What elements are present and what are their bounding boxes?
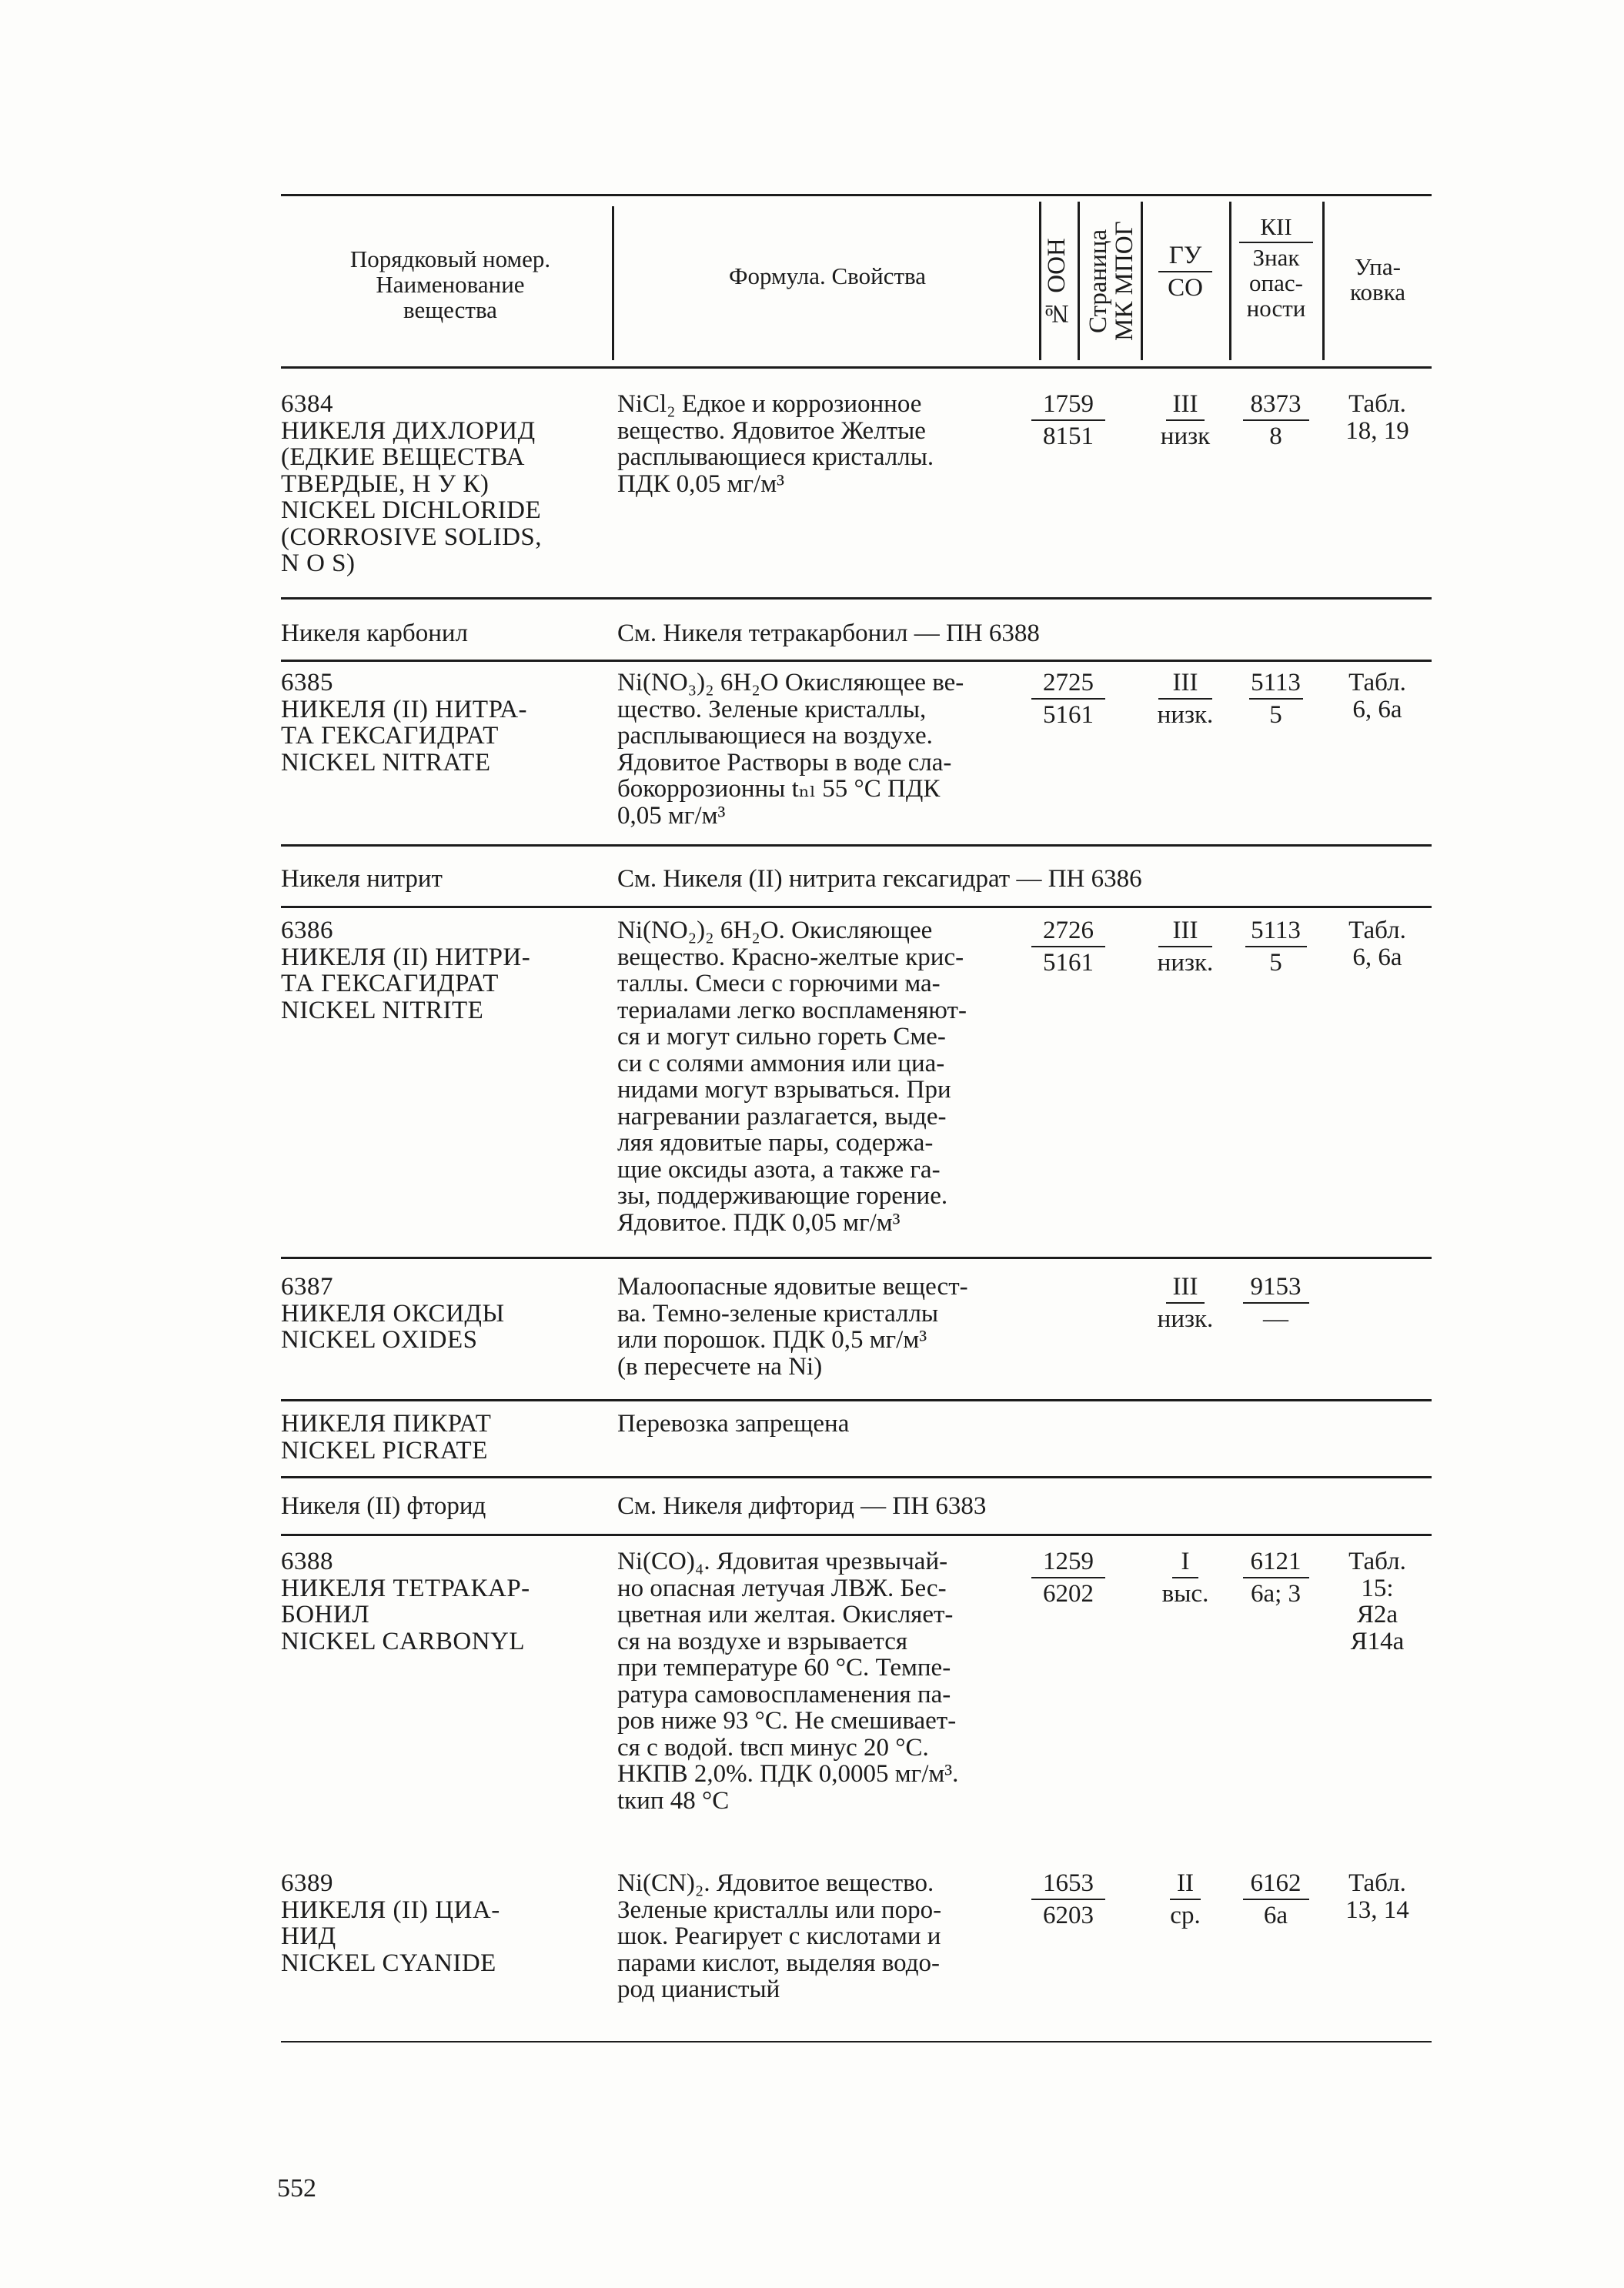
row-rule: [281, 844, 1432, 847]
header-pack-line: ковка: [1350, 279, 1405, 306]
gu-value: III: [1172, 669, 1198, 696]
kip-code: 8373: [1250, 390, 1302, 418]
properties-line: щество. Зеленые кристаллы,: [617, 695, 927, 723]
properties-line: Ni(NO₃)₂ 6H₂O Окисляющее ве-: [617, 669, 964, 696]
header-sign-line: ности: [1246, 295, 1306, 322]
properties-line: щие оксиды азота, а также га-: [617, 1155, 941, 1184]
entry-name-line: N O S): [281, 549, 356, 577]
properties-line: ПДК 0,05 мг/м³: [617, 469, 784, 498]
entry-name-line: ТА ГЕКСАГИДРАТ: [281, 722, 499, 750]
entry-name-line: НИКЕЛЯ (II) НИТРИ-: [281, 943, 531, 971]
properties-line: или порошок. ПДК 0,5 мг/м³: [617, 1326, 927, 1354]
header-divider: [1141, 202, 1143, 360]
packing: [1325, 917, 1429, 970]
reference-see-also: См. Никеля тетракарбонил — ПН 6388: [617, 620, 1040, 647]
mk-page: 5161: [1043, 701, 1094, 729]
packing-line: Я2а: [1356, 1601, 1398, 1628]
header-name: [300, 246, 600, 322]
kip-sign-fraction: [1235, 1870, 1316, 1929]
entry-name-line: (ЕДКИЕ ВЕЩЕСТВА: [281, 443, 525, 471]
header-formula-label: Формула. Свойства: [729, 262, 926, 289]
row-rule: [281, 597, 1432, 600]
entry-name-line: (CORROSIVE SOLIDS,: [281, 523, 543, 551]
co-value: выс.: [1161, 1580, 1209, 1608]
entry-properties: [617, 1411, 1025, 1438]
properties-line: Ni(CO)₄. Ядовитая чрезвычай-: [617, 1548, 948, 1575]
row-rule: [281, 660, 1432, 662]
header-name-line: Порядковый номер.: [349, 246, 551, 272]
packing-line: Табл.: [1348, 1548, 1406, 1575]
gu-value: II: [1177, 1869, 1194, 1897]
properties-line: Зеленые кристаллы или поро-: [617, 1896, 942, 1924]
un-page-fraction: [1030, 1870, 1107, 1929]
properties-line: расплывающиеся кристаллы.: [617, 443, 934, 471]
packing-line: 6, 6а: [1352, 695, 1402, 723]
entry-name-line: NICKEL NITRATE: [281, 748, 491, 777]
packing-line: Табл.: [1348, 1869, 1406, 1897]
row-rule: [281, 1534, 1432, 1536]
table-top-rule: [281, 194, 1432, 196]
reference-name: [281, 1493, 612, 1520]
entry-properties: [617, 670, 1025, 829]
entry-name-line: NICKEL OXIDES: [281, 1326, 478, 1354]
gu-co-fraction: [1147, 1548, 1224, 1607]
properties-line: ся на воздухе и взрывается: [617, 1627, 908, 1655]
gu-value: III: [1172, 1273, 1198, 1301]
header-divider: [1039, 202, 1041, 360]
properties-line: парами кислот, выделяя водо-: [617, 1949, 941, 1977]
header-gu-co: [1151, 242, 1220, 301]
entry-name-line: НИКЕЛЯ (II) ЦИА-: [281, 1896, 500, 1924]
properties-line: си с солями аммония или циа-: [617, 1049, 945, 1077]
co-value: ср.: [1170, 1902, 1201, 1929]
un-number: 1653: [1043, 1869, 1094, 1897]
kip-code: 5113: [1251, 917, 1301, 944]
properties-line: ляя ядовитые пары, содержа-: [617, 1129, 934, 1157]
header-page: [1085, 202, 1138, 360]
header-divider: [1078, 202, 1080, 360]
entry-name: [281, 917, 612, 1024]
properties-line: ва. Темно-зеленые кристаллы: [617, 1299, 939, 1328]
header-kip-sign: [1233, 214, 1319, 321]
header-formula: [616, 263, 1039, 289]
hazard-sign: —: [1263, 1305, 1288, 1333]
header-pack: [1328, 254, 1428, 305]
header-sign-line: Знак: [1252, 244, 1300, 271]
entry-number: 6384: [281, 390, 333, 418]
row-rule: [281, 906, 1432, 908]
properties-line: Ядовитое. ПДК 0,05 мг/м³: [617, 1208, 901, 1237]
header-name-line: вещества: [403, 296, 497, 323]
properties-line: но опасная летучая ЛВЖ. Бес-: [617, 1574, 947, 1602]
co-value: низк.: [1157, 1305, 1214, 1333]
co-value: низк.: [1157, 701, 1214, 729]
header-un-number: [1044, 209, 1070, 356]
un-page-fraction: [1030, 1548, 1107, 1607]
properties-line: цветная или желтая. Окисляет-: [617, 1601, 954, 1628]
kip-sign-fraction: [1235, 670, 1316, 728]
entry-properties: [617, 1274, 1025, 1380]
properties-line: при температуре 60 °С. Темпе-: [617, 1654, 951, 1682]
properties-line: 0,05 мг/м³: [617, 801, 726, 830]
properties-line: Перевозка запрещена: [617, 1410, 850, 1438]
kip-code: 6121: [1250, 1548, 1302, 1575]
kip-code: 5113: [1251, 669, 1301, 696]
properties-line: нагревании разлагается, выде-: [617, 1102, 947, 1131]
header-divider: [1229, 202, 1231, 360]
entry-name-line: NICKEL CARBONYL: [281, 1627, 526, 1655]
hazard-sign: 5: [1269, 701, 1282, 729]
entry-name-line: НИКЕЛЯ ДИХЛОРИД: [281, 416, 536, 445]
packing-line: Табл.: [1348, 917, 1406, 944]
gu-co-fraction: [1147, 917, 1224, 976]
entry-properties: [617, 1870, 1025, 2003]
properties-line: NiCl₂ Едкое и коррозионное: [617, 390, 922, 418]
packing-line: Табл.: [1348, 669, 1406, 696]
un-number: 1259: [1043, 1548, 1094, 1575]
packing-line: 15:: [1361, 1574, 1394, 1602]
properties-line: Ядовитое Растворы в воде сла-: [617, 748, 952, 777]
packing-line: Табл.: [1348, 390, 1406, 418]
reference-text: [617, 866, 1425, 893]
reference-text: [617, 620, 1425, 647]
reference-name: [281, 866, 612, 893]
entry-name-line: НИКЕЛЯ ОКСИДЫ: [281, 1299, 505, 1328]
page-number-text: 552: [277, 2174, 316, 2203]
hazard-sign: 8: [1269, 423, 1282, 450]
entry-name: [281, 1274, 612, 1354]
reference-name: [281, 620, 612, 647]
header-gu: ГУ: [1168, 242, 1202, 269]
entry-properties: [617, 1548, 1025, 1814]
entry-name-line: NICKEL PICRATE: [281, 1436, 488, 1465]
gu-value: III: [1172, 390, 1198, 418]
header-name-line: Наименование: [376, 271, 525, 298]
mk-page: 5161: [1043, 949, 1094, 977]
properties-line: зы, поддерживающие горение.: [617, 1182, 948, 1210]
entry-name-line: НИКЕЛЯ (II) НИТРА-: [281, 695, 528, 723]
properties-line: таллы. Смеси с горючими ма-: [617, 970, 941, 997]
packing: [1325, 1870, 1429, 1923]
entry-properties: [617, 391, 1025, 497]
mk-page: 6202: [1043, 1580, 1094, 1608]
properties-line: tкип 48 °С: [617, 1786, 730, 1815]
header-bottom-rule: [281, 366, 1432, 369]
entry-name-line: NICKEL CYANIDE: [281, 1949, 496, 1977]
hazard-sign: 6а: [1263, 1902, 1288, 1929]
header-divider: [1322, 202, 1325, 360]
properties-line: ся с водой. tвсп минус 20 °С.: [617, 1733, 929, 1762]
properties-line: НКПВ 2,0%. ПДК 0,0005 мг/м³.: [617, 1760, 959, 1788]
entry-name: [281, 1548, 612, 1655]
un-number: 2725: [1043, 669, 1094, 696]
properties-line: ров ниже 93 °С. Не смешивает-: [617, 1707, 957, 1735]
properties-line: Малоопасные ядовитые вещест-: [617, 1273, 968, 1301]
entry-name-line: ТА ГЕКСАГИДРАТ: [281, 970, 499, 997]
header-un-label: № ООН: [1043, 238, 1071, 327]
co-value: низк.: [1157, 949, 1214, 977]
un-page-fraction: [1030, 670, 1107, 728]
un-page-fraction: [1030, 917, 1107, 976]
properties-line: бокоррозионны tₙₗ 55 °С ПДК: [617, 775, 941, 803]
gu-co-fraction: [1147, 670, 1224, 728]
packing-line: 6, 6а: [1352, 943, 1402, 971]
entry-name-line: НИКЕЛЯ ТЕТРАКАР-: [281, 1574, 530, 1602]
entry-name-line: NICKEL DICHLORIDE: [281, 496, 542, 524]
entry-name-line: NICKEL NITRITE: [281, 996, 484, 1024]
row-rule: [281, 1476, 1432, 1478]
properties-line: род цианистый: [617, 1976, 780, 2003]
kip-sign-fraction: [1235, 1274, 1316, 1332]
header-page-line: Страница: [1084, 229, 1112, 333]
properties-line: (в пересчете на Ni): [617, 1352, 823, 1381]
kip-code: 9153: [1250, 1273, 1302, 1301]
hazard-sign: 6а; 3: [1250, 1580, 1302, 1608]
entry-name: [281, 391, 612, 577]
packing-line: Я14а: [1350, 1627, 1405, 1655]
packing: [1325, 391, 1429, 444]
entry-number: 6387: [281, 1273, 333, 1301]
reference-text: [617, 1493, 1425, 1520]
header-kip: КІІ: [1260, 213, 1292, 240]
un-page-fraction: [1030, 391, 1107, 449]
properties-line: нидами могут взрываться. При: [617, 1076, 951, 1104]
mk-page: 6203: [1043, 1902, 1094, 1929]
reference-see-also: См. Никеля дифторид — ПН 6383: [617, 1492, 987, 1520]
packing-line: 18, 19: [1345, 416, 1409, 445]
entry-name-line: НИКЕЛЯ ПИКРАТ: [281, 1410, 492, 1438]
kip-sign-fraction: [1235, 917, 1316, 976]
kip-code: 6162: [1250, 1869, 1302, 1897]
entry-number: 6385: [281, 669, 333, 696]
un-number: 2726: [1043, 917, 1094, 944]
header-page-line: МК МПОГ: [1111, 221, 1138, 341]
entry-number: 6389: [281, 1869, 333, 1897]
reference-name-text: Никеля (II) фторид: [281, 1492, 486, 1520]
page-number: [277, 2174, 316, 2203]
entry-properties: [617, 917, 1025, 1236]
packing: [1325, 1548, 1429, 1655]
gu-co-fraction: [1147, 1274, 1224, 1332]
un-number: 1759: [1043, 390, 1094, 418]
header-sign-line: опас-: [1249, 269, 1303, 296]
table-bottom-rule: [281, 2041, 1432, 2042]
reference-name-text: Никеля карбонил: [281, 620, 469, 647]
properties-line: Ni(NO₂)₂ 6H₂O. Окисляющее: [617, 917, 933, 944]
row-rule: [281, 1399, 1432, 1401]
properties-line: вещество. Ядовитое Желтые: [617, 416, 926, 445]
header-pack-line: Упа-: [1355, 253, 1401, 280]
properties-line: ся и могут сильно гореть Сме-: [617, 1023, 946, 1050]
header-co: СО: [1168, 274, 1203, 302]
reference-name-text: Никеля нитрит: [281, 865, 443, 893]
gu-value: I: [1181, 1548, 1190, 1575]
entry-name-line: НИД: [281, 1922, 336, 1950]
hazard-sign: 5: [1269, 949, 1282, 977]
entry-name: [281, 1870, 612, 1976]
reference-see-also: См. Никеля (II) нитрита гексагидрат — ПН 6386: [617, 865, 1142, 893]
entry-name: [281, 670, 612, 776]
properties-line: шок. Реагирует с кислотами и: [617, 1922, 941, 1950]
packing: [1325, 670, 1429, 723]
gu-co-fraction: [1147, 391, 1224, 449]
co-value: низк: [1160, 423, 1211, 450]
properties-line: териалами легко воспламеняют-: [617, 996, 967, 1024]
properties-line: ратура самовоспламенения па-: [617, 1680, 951, 1708]
properties-line: вещество. Красно-желтые крис-: [617, 943, 964, 971]
properties-line: Ni(CN)₂. Ядовитое вещество.: [617, 1869, 934, 1897]
entry-name-line: ТВЕРДЫЕ, Н У К): [281, 469, 490, 498]
properties-line: расплывающиеся на воздухе.: [617, 722, 933, 750]
entry-name: [281, 1411, 612, 1464]
gu-value: III: [1172, 917, 1198, 944]
entry-number: 6386: [281, 917, 333, 944]
entry-number: 6388: [281, 1548, 333, 1575]
header-divider: [612, 206, 614, 360]
entry-name-line: БОНИЛ: [281, 1601, 370, 1628]
mk-page: 8151: [1043, 423, 1094, 450]
kip-sign-fraction: [1235, 391, 1316, 449]
kip-sign-fraction: [1235, 1548, 1316, 1607]
gu-co-fraction: [1147, 1870, 1224, 1929]
packing-line: 13, 14: [1345, 1896, 1409, 1924]
row-rule: [281, 1257, 1432, 1259]
